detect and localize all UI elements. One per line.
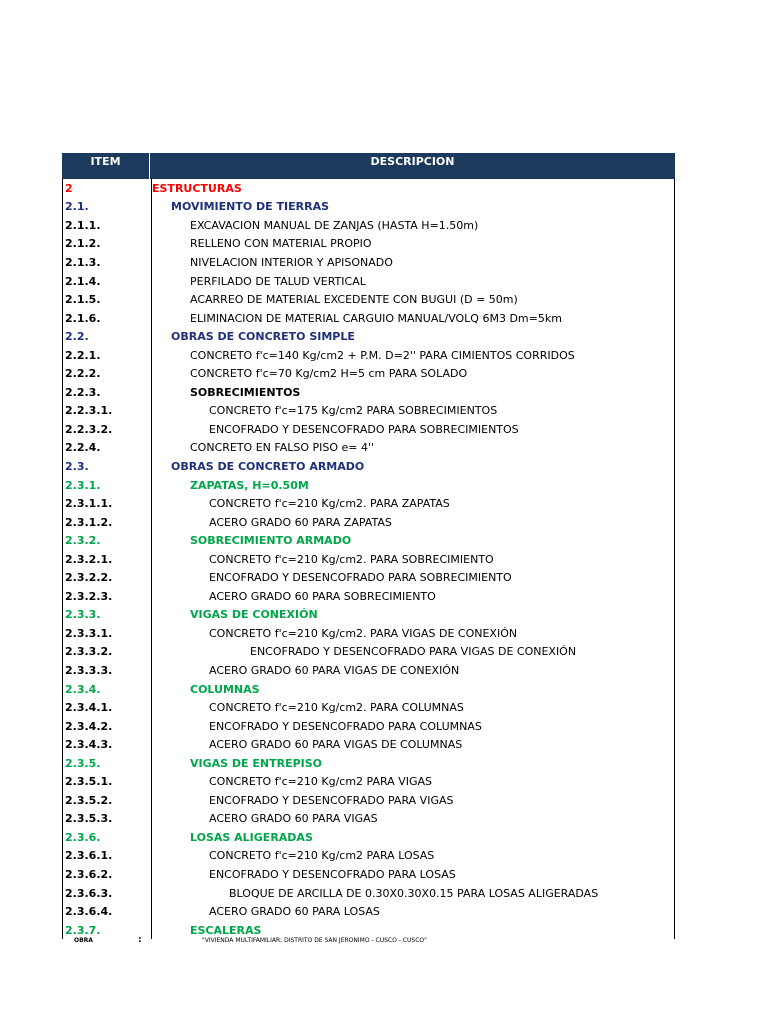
table-row — [63, 531, 674, 550]
table-header — [62, 153, 675, 179]
table-row — [63, 643, 674, 662]
row-item-code: 2.3.5. — [65, 756, 101, 770]
row-item-code: 2.3.7. — [65, 923, 101, 937]
row-description: OBRAS DE CONCRETO ARMADO — [171, 459, 365, 473]
row-item-code: 2.3.1.1. — [65, 497, 113, 511]
row-item-code: 2.3.1. — [65, 478, 101, 492]
row-description: CONCRETO EN FALSO PISO e= 4'' — [190, 441, 375, 455]
row-description: ZAPATAS, H=0.50M — [190, 478, 309, 492]
row-item-code: 2.1.3. — [65, 255, 101, 269]
row-item-code: 2.2.3.1. — [65, 404, 113, 418]
row-description: ACERO GRADO 60 PARA LOSAS — [209, 905, 380, 919]
table-row — [63, 624, 674, 643]
row-description: BLOQUE DE ARCILLA DE 0.30X0.30X0.15 PARA LOSAS ALIGERADAS — [229, 886, 599, 900]
table-row — [63, 717, 674, 736]
table-row — [63, 568, 674, 587]
row-description: CONCRETO f'c=210 Kg/cm2. PARA SOBRECIMIENTO — [209, 552, 494, 566]
row-description: LOSAS ALIGERADAS — [190, 830, 313, 844]
row-item-code: 2.2.1. — [65, 348, 101, 362]
row-description: ESCALERAS — [190, 923, 262, 937]
table-row — [63, 847, 674, 866]
footer-label: OBRA — [74, 937, 93, 944]
row-description: ACERO GRADO 60 PARA SOBRECIMIENTO — [209, 589, 436, 603]
row-item-code: 2.3.3.2. — [65, 645, 113, 659]
table-row — [63, 290, 674, 309]
row-description: CONCRETO f'c=140 Kg/cm2 + P.M. D=2'' PARA CIMIENTOS CORRIDOS — [190, 348, 575, 362]
row-item-code: 2.3.5.1. — [65, 775, 113, 789]
row-item-code: 2.2.3.2. — [65, 422, 113, 436]
row-item-code: 2.3.6.2. — [65, 868, 113, 881]
row-item-code: 2.3.3.3. — [65, 663, 113, 677]
row-item-code: 2.3.4.1. — [65, 701, 113, 715]
row-description: RELLENO CON MATERIAL PROPIO — [190, 237, 372, 251]
row-description: ENCOFRADO Y DESENCOFRADO PARA SOBRECIMIENTO — [209, 571, 512, 585]
row-description: CONCRETO f'c=175 Kg/cm2 PARA SOBRECIMIENTOS — [209, 404, 498, 418]
table-row — [63, 346, 674, 365]
row-item-code: 2.3.2.1. — [65, 552, 113, 566]
row-item-code: 2.3.6.4. — [65, 905, 113, 919]
row-description: ENCOFRADO Y DESENCOFRADO PARA COLUMNAS — [209, 719, 482, 733]
table-row — [63, 272, 674, 291]
footer-value: "VIVIENDA MULTIFAMILIAR; DISTRITO DE SAN JERONIMO - CUSCO - CUSCO" — [202, 937, 427, 944]
row-item-code: 2.1.2. — [65, 237, 101, 251]
row-item-code: 2.3.5.3. — [65, 812, 113, 826]
row-item-code: 2.2. — [65, 330, 89, 344]
row-description: ENCOFRADO Y DESENCOFRADO PARA VIGAS — [209, 793, 454, 807]
table-row — [63, 865, 674, 884]
table-row — [63, 383, 674, 402]
table-row — [63, 179, 674, 198]
row-description: CONCRETO f'c=210 Kg/cm2 PARA LOSAS — [209, 849, 435, 863]
row-item-code: 2.2.2. — [65, 367, 101, 381]
row-description: ACERO GRADO 60 PARA VIGAS — [209, 812, 378, 826]
row-description: ACERO GRADO 60 PARA ZAPATAS — [209, 515, 392, 529]
row-description: CONCRETO f'c=210 Kg/cm2 PARA VIGAS — [209, 775, 433, 789]
table-row — [63, 587, 674, 606]
row-description: PERFILADO DE TALUD VERTICAL — [190, 274, 366, 288]
row-item-code: 2.3.4.3. — [65, 738, 113, 752]
row-item-code: 2.1.6. — [65, 311, 101, 325]
row-item-code: 2.2.3. — [65, 385, 101, 399]
table-row — [63, 198, 674, 217]
table-row — [63, 420, 674, 439]
row-item-code: 2.3.3.1. — [65, 626, 113, 640]
row-description: ENCOFRADO Y DESENCOFRADO PARA SOBRECIMIENTOS — [209, 422, 519, 436]
row-item-code: 2 — [65, 181, 73, 195]
row-item-code: 2.3.6.1. — [65, 849, 113, 863]
row-description: VIGAS DE CONEXIÓN — [190, 608, 318, 622]
row-description: MOVIMIENTO DE TIERRAS — [171, 200, 330, 214]
row-item-code: 2.1.5. — [65, 293, 101, 307]
row-item-code: 2.3.3. — [65, 608, 101, 622]
table-row — [63, 364, 674, 383]
row-description: CONCRETO f'c=210 Kg/cm2. PARA VIGAS DE CONEXIÓN — [209, 626, 518, 640]
table-body — [62, 179, 675, 939]
table-row — [63, 902, 674, 921]
table-row — [63, 698, 674, 717]
table-row — [63, 810, 674, 829]
row-description: ACERO GRADO 60 PARA VIGAS DE CONEXIÓN — [209, 663, 460, 677]
table-row — [63, 235, 674, 254]
row-item-code: 2.3.2. — [65, 534, 101, 548]
row-description: CONCRETO f'c=210 Kg/cm2. PARA COLUMNAS — [209, 701, 464, 715]
table-row — [63, 309, 674, 328]
table-row — [63, 439, 674, 458]
table-row — [63, 680, 674, 699]
row-item-code: 2.3. — [65, 459, 89, 473]
row-item-code: 2.3.6.3. — [65, 886, 113, 900]
row-description: COLUMNAS — [190, 682, 260, 696]
row-description: CONCRETO f'c=70 Kg/cm2 H=5 cm PARA SOLADO — [190, 367, 468, 381]
table-row — [63, 661, 674, 680]
row-description: NIVELACION INTERIOR Y APISONADO — [190, 255, 393, 269]
row-description: ACERO GRADO 60 PARA VIGAS DE COLUMNAS — [209, 738, 463, 752]
table-row — [63, 773, 674, 792]
row-item-code: 2.1.1. — [65, 218, 101, 232]
row-item-code: 2.1.4. — [65, 274, 101, 288]
table-row — [63, 606, 674, 625]
table-row — [63, 884, 674, 903]
header-item: ITEM — [62, 153, 150, 179]
row-item-code: 2.1. — [65, 200, 89, 214]
row-description: SOBRECIMIENTOS — [190, 385, 301, 399]
row-item-code: 2.2.4. — [65, 441, 101, 455]
row-item-code: 2.3.2.3. — [65, 589, 113, 603]
row-description: OBRAS DE CONCRETO SIMPLE — [171, 330, 355, 344]
table-row — [63, 754, 674, 773]
budget-table — [62, 153, 675, 939]
row-item-code: 2.3.4. — [65, 682, 101, 696]
table-row — [63, 216, 674, 235]
table-row — [63, 791, 674, 810]
header-descripcion: DESCRIPCION — [370, 155, 455, 168]
row-item-code: 2.3.4.2. — [65, 719, 113, 733]
row-description: ACARREO DE MATERIAL EXCEDENTE CON BUGUI (D = 50m) — [190, 293, 518, 307]
table-row — [63, 402, 674, 421]
table-row — [63, 494, 674, 513]
row-description: CONCRETO f'c=210 Kg/cm2. PARA ZAPATAS — [209, 497, 450, 511]
row-item-code: 2.3.5.2. — [65, 793, 113, 807]
row-description: VIGAS DE ENTREPISO — [190, 756, 323, 770]
table-row — [63, 550, 674, 569]
row-description: SOBRECIMIENTO ARMADO — [190, 534, 352, 548]
row-description: ESTRUCTURAS — [152, 181, 242, 195]
table-row — [63, 476, 674, 495]
row-description: ENCOFRADO Y DESENCOFRADO PARA LOSAS — [209, 868, 456, 881]
row-description: EXCAVACION MANUAL DE ZANJAS (HASTA H=1.50m) — [190, 218, 479, 232]
table-row — [63, 513, 674, 532]
row-description: ELIMINACION DE MATERIAL CARGUIO MANUAL/VOLQ 6M3 Dm=5km — [190, 311, 562, 325]
table-row — [63, 327, 674, 346]
row-item-code: 2.3.6. — [65, 830, 101, 844]
row-item-code: 2.3.2.2. — [65, 571, 113, 585]
table-row — [63, 735, 674, 754]
table-row — [63, 828, 674, 847]
row-item-code: 2.3.1.2. — [65, 515, 113, 529]
table-row — [63, 457, 674, 476]
row-description: ENCOFRADO Y DESENCOFRADO PARA VIGAS DE CONEXIÓN — [250, 645, 577, 659]
footer-colon: : — [138, 935, 142, 945]
table-row — [63, 253, 674, 272]
